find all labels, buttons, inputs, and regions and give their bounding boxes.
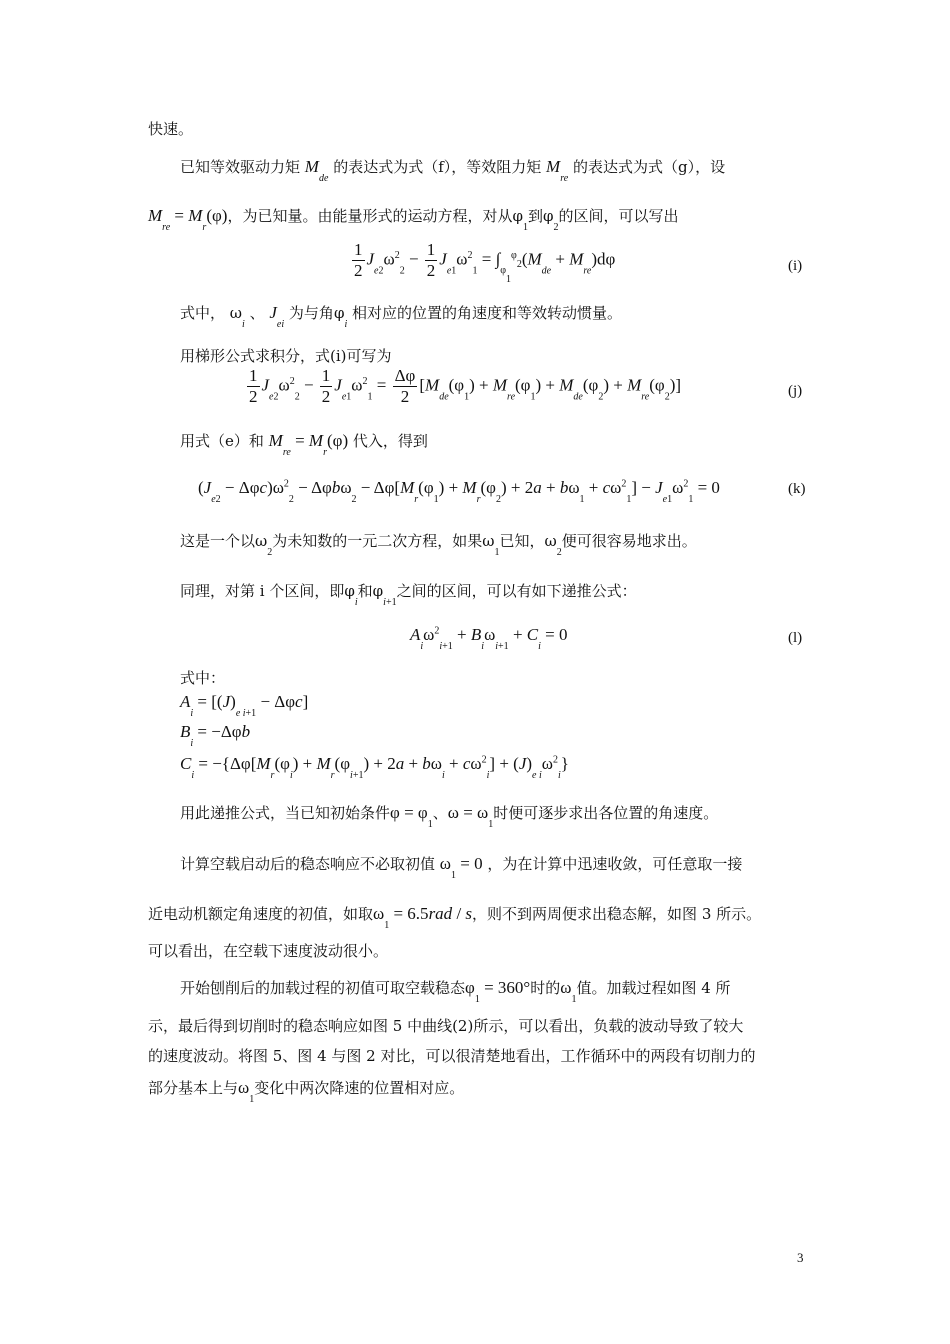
coefficient-b: $B_i = -\Delta\varphi b$	[180, 722, 251, 749]
paragraph-line-2: 已知等效驱动力矩 $M_{de}$ 的表达式为式（f），等效阻力矩 $M_{re}$ 的表达式为式（g），设	[180, 157, 726, 184]
paragraph-line-11: 计算空载启动后的稳态响应不必取初值 $\omega_1 = 0$ ，为在计算中迅速收敛，可任意取一接	[180, 854, 743, 881]
paragraph-line-16: 的速度波动。将图 5、图 4 与图 2 对比，可以很清楚地看出，工作循环中的两段有切削力的	[148, 1047, 756, 1065]
coefficient-a: $A_i = [(J)_{e i+1} - \Delta\varphi c]$	[180, 692, 309, 719]
equation-l: $A_i\omega^2_{i+1} + B_i\omega_{i+1} + C_i = 0$	[410, 625, 568, 652]
equation-number-i: (i)	[788, 258, 803, 274]
paragraph-line-4: 式中， $\omega_i$ 、 $J_{ei}$ 为与角$\varphi_i$ 相对应的位置的角速度和等效转动惯量。	[180, 303, 623, 330]
page-number: 3	[797, 1250, 804, 1265]
paragraph-line-7: 这是一个以$\omega_2$为未知数的一元二次方程，如果$\omega_1$已知，$\omega_2$便可很容易地求出。	[180, 532, 697, 558]
paragraph-line-9: 式中：	[180, 669, 226, 687]
paragraph-line-17: 部分基本上与$\omega_1$变化中两次降速的位置相对应。	[148, 1078, 465, 1105]
paragraph-line-14: 开始刨削后的加载过程的初值可取空载稳态$\varphi_1 = 360^\circ$时的$\omega_1$值。加载过程如图 4 所	[180, 978, 731, 1005]
equation-number-j: (j)	[788, 383, 803, 399]
paragraph-line-15: 示，最后得到切削时的稳态响应如图 5 中曲线(2)所示，可以看出，负载的波动导致了较大	[148, 1017, 744, 1035]
equation-number-k: (k)	[788, 481, 806, 497]
equation-j: $\frac{1}{2}$ $J_{e2}\omega^2_2$ − $\frac{1}{2}$ $J_{e1}\omega^2_1$ = $\frac{\Delta\varphi}{2}$ $[M_{de}(\varphi_1) + M_{re}(\varphi_1) + M_{de}(\varphi_2) + M_{re}(\varphi_2)]$	[249, 366, 682, 406]
paragraph-line-5: 用梯形公式求积分，式(i)可写为	[180, 347, 392, 365]
coefficient-c: $C_i = -\{\Delta\varphi[M_r(\varphi_i) + M_r(\varphi_{i+1}) + 2a + b\omega_i + c\omega^2_i] + (J)_{e i}\omega^2_i\}$	[180, 754, 569, 781]
equation-k: $(J_{e2} - \Delta\varphi c)\omega^2_2 - \Delta\varphi b\omega_2 - \Delta\varphi[M_r(\varphi_1) + M_r(\varphi_2) + 2a + b\omega_1 + c\omega^2_1] - J_{e1}\omega^2_1 = 0$	[198, 478, 720, 505]
equation-number-l: (l)	[788, 630, 803, 646]
equation-i: $\frac{1}{2}$ $J_{e2}\omega^2_2$ − $\frac{1}{2}$ $J_{e1}\omega^2_1 = \int_{\varphi_1}^{\varphi_2}(M_{de} + M_{re})d\varphi$	[354, 240, 616, 286]
paragraph-line-8: 同理，对第 i 个区间，即$\varphi_i$和$\varphi_{i+1}$之间的区间，可以有如下递推公式：	[180, 582, 637, 608]
paragraph-line-1: 快速。	[148, 120, 194, 138]
paragraph-line-13: 可以看出，在空载下速度波动很小。	[148, 942, 389, 960]
paragraph-line-12: 近电动机额定角速度的初值，如取$\omega_1 = 6.5rad / s$，则不到两周便求出稳态解，如图 3 所示。	[148, 904, 762, 931]
paragraph-line-3: $M_{re} = M_r(\varphi)$，为已知量。由能量形式的运动方程，对从$\varphi_1$到$\varphi_2$的区间，可以写出	[148, 206, 679, 233]
paragraph-line-6: 用式（e）和 $M_{re} = M_r(\varphi)$ 代入，得到	[180, 431, 428, 458]
paragraph-line-10: 用此递推公式，当已知初始条件$\varphi = \varphi_1$、$\omega = \omega_1$时便可逐步求出各位置的角速度。	[180, 803, 719, 830]
